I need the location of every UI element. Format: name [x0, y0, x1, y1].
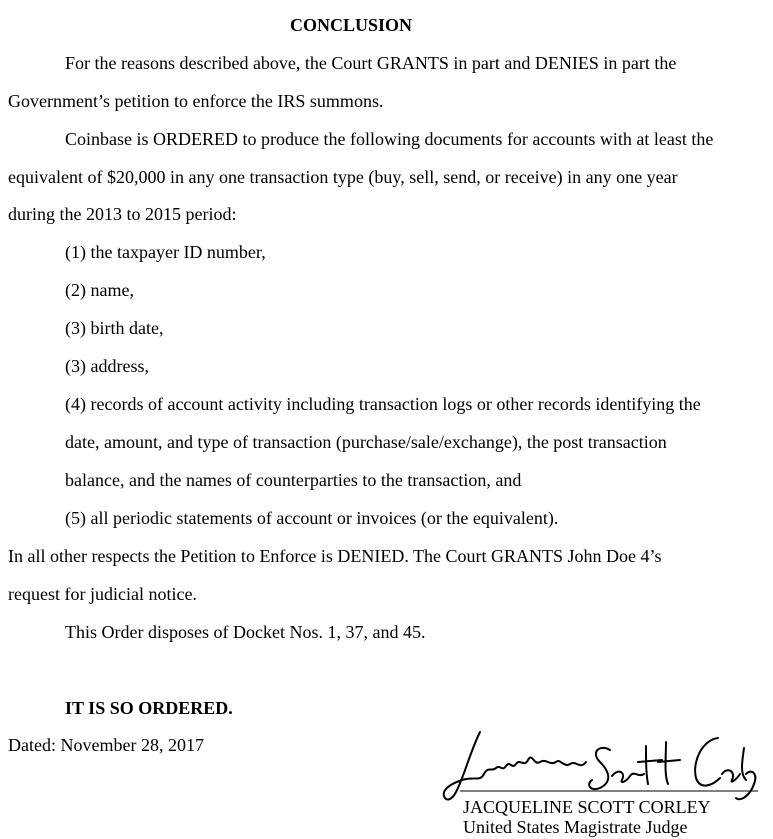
paragraph-1-line-2: Government’s petition to enforce the IRS summons. [8, 91, 384, 111]
signer-title: United States Magistrate Judge [463, 817, 688, 837]
so-ordered: IT IS SO ORDERED. [65, 698, 233, 718]
list-item-statements: (5) all periodic statements of account or invoices (or the equivalent). [65, 508, 559, 528]
list-item-name: (2) name, [65, 280, 134, 300]
conclusion-heading: CONCLUSION [290, 15, 413, 35]
list-item-records-line-3: balance, and the names of counterparties to the transaction, and [65, 470, 522, 490]
list-item-birth-date: (3) birth date, [65, 318, 164, 338]
list-item-records-line-1: (4) records of account activity including transaction logs or other records identifying the [65, 394, 701, 414]
list-item-address: (3) address, [65, 356, 149, 376]
paragraph-3-line-2: request for judicial notice. [8, 584, 197, 604]
paragraph-4: This Order disposes of Docket Nos. 1, 37, and 45. [65, 622, 426, 642]
paragraph-3-line-1: In all other respects the Petition to Enforce is DENIED. The Court GRANTS John Doe 4’s [8, 546, 662, 566]
paragraph-2-line-1: Coinbase is ORDERED to produce the following documents for accounts with at least the [65, 129, 714, 149]
signer-name: JACQUELINE SCOTT CORLEY [463, 797, 711, 817]
paragraph-2-line-3: during the 2013 to 2015 period: [8, 204, 237, 224]
dated-line: Dated: November 28, 2017 [8, 735, 204, 755]
list-item-taxpayer-id: (1) the taxpayer ID number, [65, 242, 266, 262]
paragraph-2-line-2: equivalent of $20,000 in any one transaction type (buy, sell, send, or receive) in any one year [8, 167, 678, 187]
list-item-records-line-2: date, amount, and type of transaction (purchase/sale/exchange), the post transaction [65, 432, 667, 452]
paragraph-1-line-1: For the reasons described above, the Court GRANTS in part and DENIES in part the [65, 53, 677, 73]
